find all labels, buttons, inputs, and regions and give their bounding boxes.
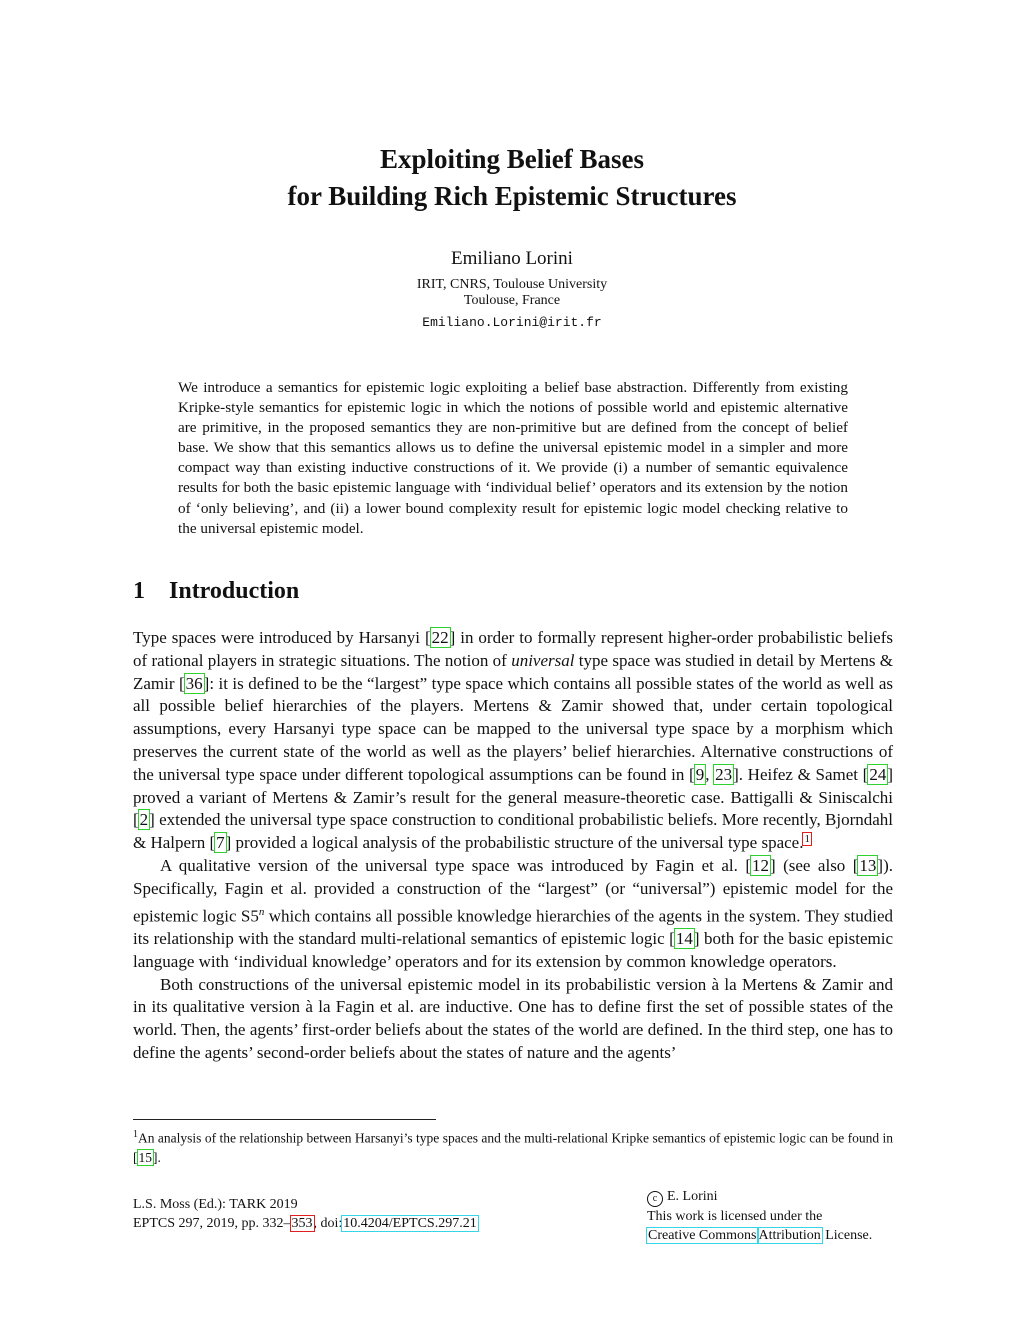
citation-link[interactable]: 22	[431, 628, 449, 647]
attribution-link[interactable]: Attribution	[758, 1228, 821, 1243]
license-info	[647, 1187, 872, 1245]
citation-link[interactable]: 24	[869, 764, 887, 784]
citation-link[interactable]: 7	[216, 833, 225, 853]
license-line-3: Creative Commons Attribution License.	[648, 1228, 873, 1243]
publication-info	[133, 1195, 478, 1233]
author-email[interactable]: Emiliano.Lorini@irit.fr	[422, 315, 602, 330]
superscript: n	[258, 905, 265, 918]
doi-link[interactable]: 10.4204/EPTCS.297.21	[343, 1216, 477, 1231]
emphasis: universal	[511, 650, 575, 670]
section-title: Introduction	[169, 578, 300, 604]
citation-link[interactable]: 12	[752, 855, 769, 875]
citation-link[interactable]: 9	[695, 764, 705, 784]
paragraph-3: Both constructions of the universal epistemic model in its probabilistic version à la Mertens & Zamir and in its qualitative version à la Fagin et al. are inductive. One has to define first the set of possible states of the world. Then, the agents’ first-order beliefs about the states of the world are defined. In the third step, one has to define the agents’ second-order beliefs about the states of nature and the agents’	[133, 974, 893, 1062]
paper-title-line-2: for Building Rich Epistemic Structures	[287, 181, 737, 211]
paper-title-line-1: Exploiting Belief Bases	[379, 144, 644, 174]
copyright-line: c E. Lorini	[647, 1187, 872, 1207]
publication-line-2: EPTCS 297, 2019, pp. 332–353, doi:10.4204/EPTCS.297.21	[133, 1216, 477, 1231]
section-heading	[133, 578, 299, 605]
author-affiliation-1: IRIT, CNRS, Toulouse University	[416, 277, 608, 292]
paragraph-2: A qualitative version of the universal type space was introduced by Fagin et al. [12] (see also [13]). Specifically, Fagin et al. provided a construction of the “largest” (or “universal”) epistemic model for the epistemic logic S5$^n$ which contains all possible knowledge hierarchies of the agents in the system. They studied its relationship with the standard multi-relational semantics of epistemic logic [14] both for the basic epistemic language with ‘individual knowledge’ operators and for its extension by common knowledge operators.	[133, 855, 894, 971]
license-line-2: This work is licensed under the	[647, 1209, 823, 1224]
copyright-icon: c	[647, 1191, 663, 1207]
citation-link[interactable]: 36	[185, 673, 203, 693]
citation-link[interactable]: 14	[675, 929, 693, 949]
citation-link[interactable]: 13	[859, 855, 877, 875]
body-text	[133, 627, 893, 1065]
citation-link[interactable]: 2	[139, 810, 149, 830]
author-affiliation-2: Toulouse, France	[463, 293, 561, 308]
publication-line-1: L.S. Moss (Ed.): TARK 2019	[133, 1197, 298, 1212]
citation-link[interactable]: 15	[138, 1149, 152, 1165]
footnote-divider	[133, 1119, 436, 1120]
footnote-mark: 1	[133, 1129, 138, 1140]
paragraph-1: Type spaces were introduced by Harsanyi [22] in order to formally represent higher-order probabilistic beliefs of rational players in strategic situations. The notion of universal type space was studied in detail by Mertens & Zamir [36]: it is defined to be the “largest” type space which contains all possible states of the world as well as all possible belief hierarchies of the players. Mertens & Zamir showed that, under certain topological assumptions, every Harsanyi type space can be mapped to the universal type space by a morphism which preserves the current state of the world as well as the players’ belief hierarchies. Alternative constructions of the universal type space under different topological assumptions can be found in [9, 23]. Heifez & Samet [24] proved a variant of Mertens & Zamir’s result for the general measure-theoretic case. Battigalli & Siniscalchi [2] extended the universal type space construction to conditional probabilistic beliefs. More recently, Bjorndahl & Halpern [7] provided a logical analysis of the probabilistic structure of the universal type space.$^1$	[133, 628, 894, 853]
last-page-link[interactable]: 353	[291, 1216, 313, 1231]
author-name: Emiliano Lorini	[451, 248, 573, 269]
footnote: $^1$An analysis of the relationship between Harsanyi’s type spaces and the multi-relational Kripke semantics of epistemic logic can be found in [15].	[133, 1129, 893, 1165]
abstract: We introduce a semantics for epistemic logic exploiting a belief base abstraction. Differently from existing Kripke-style semantics for epistemic logic in which the notions of possible world and epistemic alternative are primitive, in the proposed semantics they are non-primitive but are defined from the concept of belief base. We show that this semantics allows us to define the universal epistemic model in a simpler and more compact way than existing inductive constructions of it. We provide (i) a number of semantic equivalence results for both the basic epistemic language with ‘individual belief’ operators and its extension by the notion of ‘only believing’, and (ii) a lower bound complexity result for epistemic logic model checking relative to the universal epistemic model.	[178, 379, 848, 537]
citation-link[interactable]: 23	[715, 764, 733, 784]
section-number: 1	[133, 578, 145, 604]
footnote-link[interactable]: 1	[804, 832, 810, 845]
creative-commons-link[interactable]: Creative Commons	[648, 1228, 757, 1243]
